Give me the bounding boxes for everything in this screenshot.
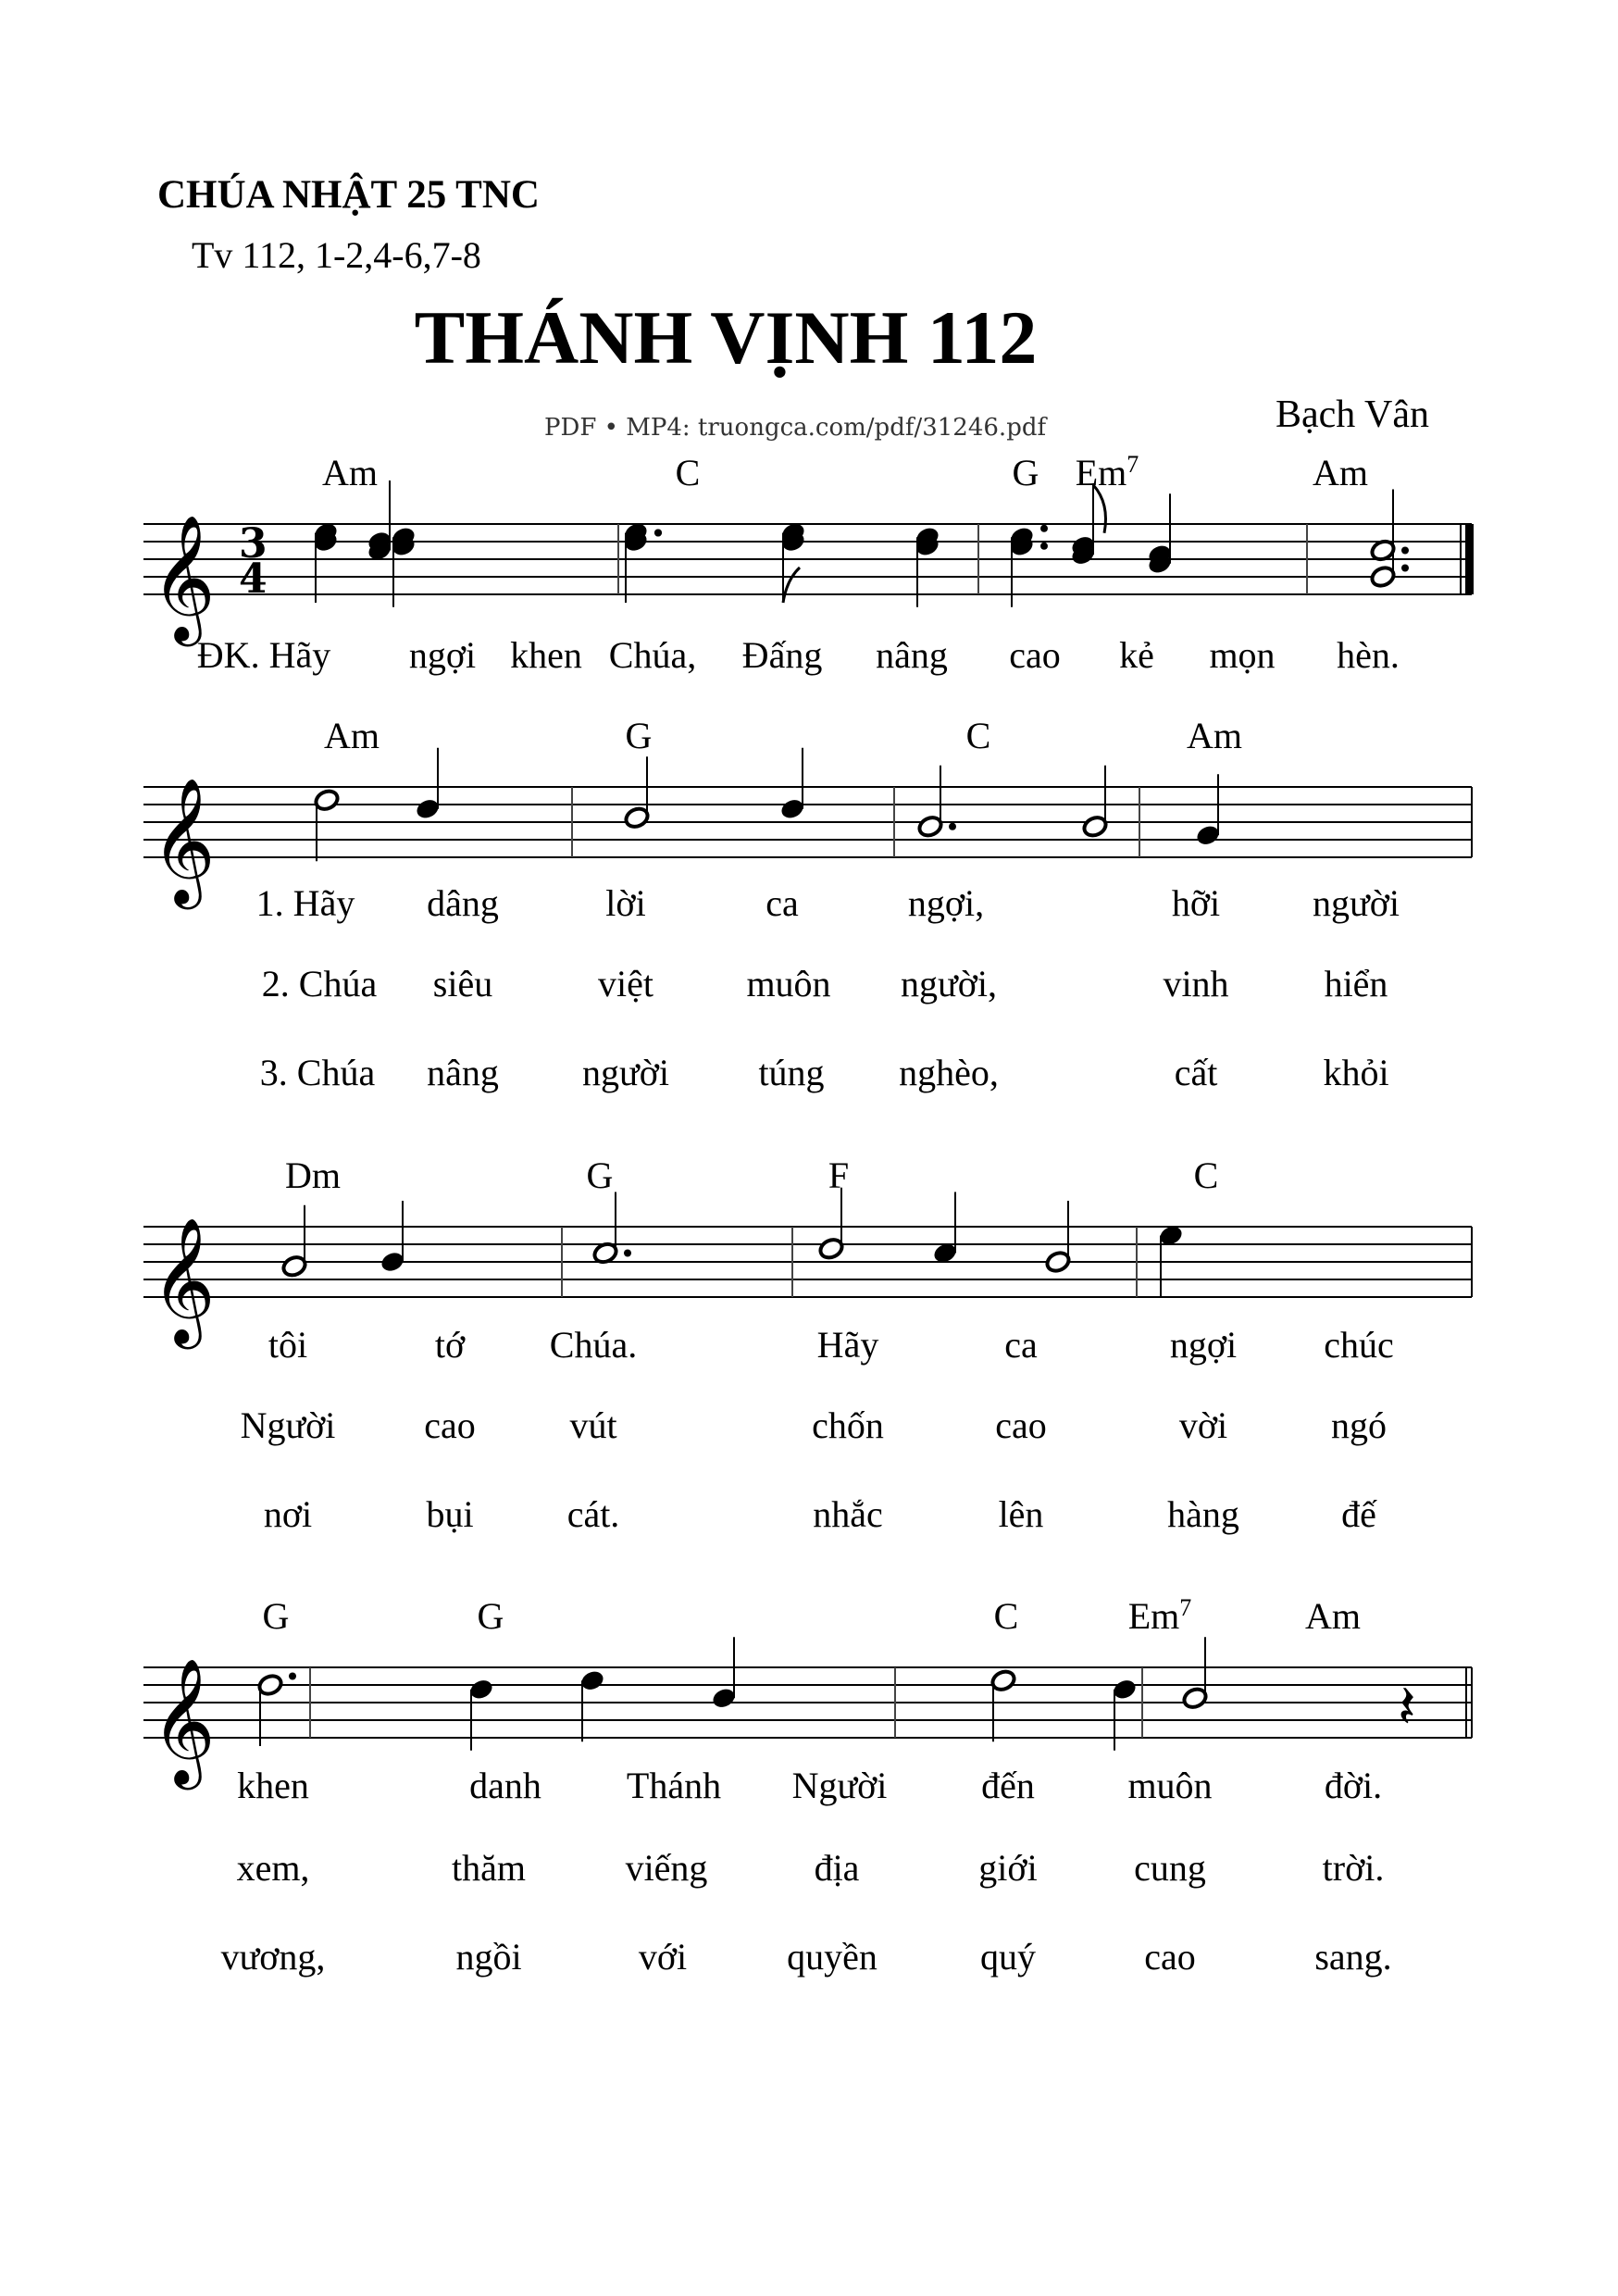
lyric-syllable: với <box>638 1936 688 1978</box>
lyric-syllable: ca <box>765 882 799 924</box>
lyric-syllable: tôi <box>268 1324 308 1366</box>
lyric-syllable: ngợi <box>1169 1324 1238 1366</box>
chord-symbol: Em$^7$ <box>1075 451 1139 493</box>
lyric-syllable: cát. <box>566 1493 620 1535</box>
chord-symbol: G <box>477 1595 504 1637</box>
lyric-syllable: ngồi <box>455 1936 522 1978</box>
lyric-syllable: vời <box>1178 1404 1228 1446</box>
note <box>1146 493 1173 576</box>
lyric-syllable: đế <box>1341 1493 1376 1535</box>
note <box>623 756 650 830</box>
lyric-syllable: đến <box>981 1765 1035 1806</box>
chord-symbol: C <box>993 1595 1019 1637</box>
lyric-syllable: chúc <box>1324 1324 1394 1366</box>
chord-symbol: Am <box>1305 1595 1361 1637</box>
lyric-syllable: khỏi <box>1323 1052 1389 1093</box>
chord-symbol: C <box>1193 1154 1219 1196</box>
note <box>989 1668 1016 1741</box>
song-title: THÁNH VỊNH 112 <box>414 295 1038 380</box>
chord-symbol: G <box>625 715 653 756</box>
lyric-syllable: giới <box>978 1847 1038 1889</box>
lyric-syllable: việt <box>598 963 653 1004</box>
chord-symbol: G <box>1012 452 1039 493</box>
note <box>1044 1201 1071 1274</box>
lyric-syllable: ngó <box>1331 1404 1387 1446</box>
lyric-syllable: nâng <box>427 1052 499 1093</box>
treble-clef-icon: 𝄞 <box>151 1656 216 1784</box>
note <box>379 1201 405 1274</box>
lyric-syllable: đời. <box>1324 1765 1383 1806</box>
lyric-syllable: chốn <box>812 1404 884 1446</box>
treble-clef-icon: 𝄞 <box>151 513 216 641</box>
lyric-syllable: cất <box>1174 1052 1218 1093</box>
note <box>1081 766 1108 839</box>
note <box>1369 490 1409 590</box>
lyric-syllable: ngợi, <box>907 882 985 924</box>
lyric-syllable: bụi <box>426 1493 474 1535</box>
lyric-syllable: người, <box>901 963 997 1004</box>
lyric-syllable: dâng <box>427 882 499 924</box>
note <box>591 1192 631 1266</box>
chord-symbol: Dm <box>285 1154 341 1196</box>
note <box>312 520 339 603</box>
chord-symbol: Am <box>1313 452 1368 493</box>
lyric-syllable: danh <box>469 1765 541 1806</box>
treble-clef-icon: 𝄞 <box>151 776 216 904</box>
note <box>778 748 805 821</box>
lyric-syllable: muôn <box>746 963 831 1004</box>
note <box>256 1673 296 1747</box>
lyric-syllable: nơi <box>263 1493 313 1535</box>
lyric-syllable: 1. Hãy <box>255 882 355 924</box>
lyric-syllable: kẻ <box>1119 634 1154 676</box>
lyric-syllable: ngợi <box>408 634 477 676</box>
lyric-syllable: hiển <box>1324 963 1388 1004</box>
lyric-syllable: cao <box>424 1404 476 1446</box>
lyric-syllable: hèn. <box>1337 634 1400 676</box>
lyric-syllable: vinh <box>1163 963 1229 1004</box>
lyric-syllable: Hãy <box>816 1324 879 1366</box>
chord-symbol: G <box>262 1595 290 1637</box>
chord-symbol: Am <box>322 452 378 493</box>
lyric-syllable: 2. Chúa <box>261 963 378 1004</box>
lyric-syllable: quý <box>980 1936 1036 1978</box>
note <box>710 1637 737 1710</box>
lyric-syllable: Chúa, <box>608 634 697 676</box>
treble-clef-icon: 𝄞 <box>151 1216 216 1343</box>
chord-symbol: Am <box>324 715 380 756</box>
chord-symbol: G <box>586 1154 614 1196</box>
lyric-syllable: nâng <box>876 634 948 676</box>
note <box>1194 774 1221 847</box>
note <box>1069 485 1105 568</box>
staff <box>0 422 1618 663</box>
lyric-syllable: Thánh <box>626 1765 722 1806</box>
lyric-syllable: ca <box>1004 1324 1038 1366</box>
note <box>1111 1678 1138 1751</box>
lyric-syllable: lời <box>605 882 646 924</box>
lyric-syllable: xem, <box>236 1847 310 1889</box>
lyric-syllable: cung <box>1134 1847 1206 1889</box>
lyric-syllable: người <box>1313 882 1400 924</box>
chord-symbol: C <box>675 452 701 493</box>
time-signature-bottom: 4 <box>239 555 268 603</box>
chord-symbol: F <box>828 1154 850 1196</box>
chord-symbol: Am <box>1187 715 1242 756</box>
lyric-syllable: Đấng <box>741 634 823 676</box>
lyric-syllable: mọn <box>1209 634 1276 676</box>
lyric-syllable: nghèo, <box>899 1052 999 1093</box>
note <box>414 748 441 821</box>
lyric-syllable: hàng <box>1167 1493 1239 1535</box>
note <box>779 520 806 603</box>
lyric-syllable: địa <box>814 1847 860 1889</box>
lyric-syllable: vút <box>569 1404 617 1446</box>
note <box>1157 1223 1184 1296</box>
note <box>916 766 956 839</box>
lyric-syllable: 3. Chúa <box>259 1052 376 1093</box>
lyric-syllable: trời. <box>1322 1847 1385 1889</box>
lyric-syllable: hỡi <box>1171 882 1221 924</box>
sunday-heading: CHÚA NHẬT 25 TNC <box>157 173 540 217</box>
chord-symbol: Em$^7$ <box>1127 1594 1192 1637</box>
lyric-syllable: muôn <box>1127 1765 1213 1806</box>
lyric-syllable: quyền <box>787 1936 877 1978</box>
lyric-syllable: cao <box>1144 1936 1196 1978</box>
lyric-syllable: thăm <box>452 1847 526 1889</box>
lyric-syllable: túng <box>758 1052 825 1093</box>
composer-name: Bạch Vân <box>1276 393 1430 436</box>
final-barline <box>1465 524 1474 594</box>
lyric-syllable: khen <box>237 1765 309 1806</box>
lyric-syllable: cao <box>995 1404 1047 1446</box>
lyric-syllable: Người <box>240 1404 336 1446</box>
note <box>622 520 662 603</box>
lyric-syllable: siêu <box>432 963 493 1004</box>
psalm-reference: Tv 112, 1-2,4-6,7-8 <box>192 234 481 276</box>
note <box>313 788 340 861</box>
note <box>1181 1637 1208 1710</box>
lyric-syllable: Người <box>791 1765 888 1806</box>
chord-symbol: C <box>965 715 991 756</box>
quarter-rest-icon: 𝄽 <box>1398 1673 1416 1742</box>
lyric-syllable: người <box>582 1052 669 1093</box>
time-signature-top: 3 <box>239 520 268 568</box>
lyric-syllable: viếng <box>625 1847 708 1889</box>
lyric-syllable: Chúa. <box>549 1324 638 1366</box>
lyric-syllable: cao <box>1009 634 1061 676</box>
pdf-link-text[interactable]: PDF • MP4: truongca.com/pdf/31246.pdf <box>544 414 1047 442</box>
note <box>579 1668 605 1741</box>
note <box>280 1205 307 1279</box>
lyric-syllable: vương, <box>220 1936 326 1978</box>
lyric-syllable: nhắc <box>813 1493 883 1535</box>
note <box>817 1188 844 1261</box>
lyric-syllable: sang. <box>1314 1936 1392 1978</box>
lyric-syllable: ĐK. Hãy <box>196 634 331 676</box>
lyric-syllable: khen <box>510 634 582 676</box>
lyric-syllable: lên <box>998 1493 1044 1535</box>
lyric-syllable: tớ <box>434 1324 466 1366</box>
note <box>931 1192 958 1266</box>
note <box>467 1678 494 1751</box>
